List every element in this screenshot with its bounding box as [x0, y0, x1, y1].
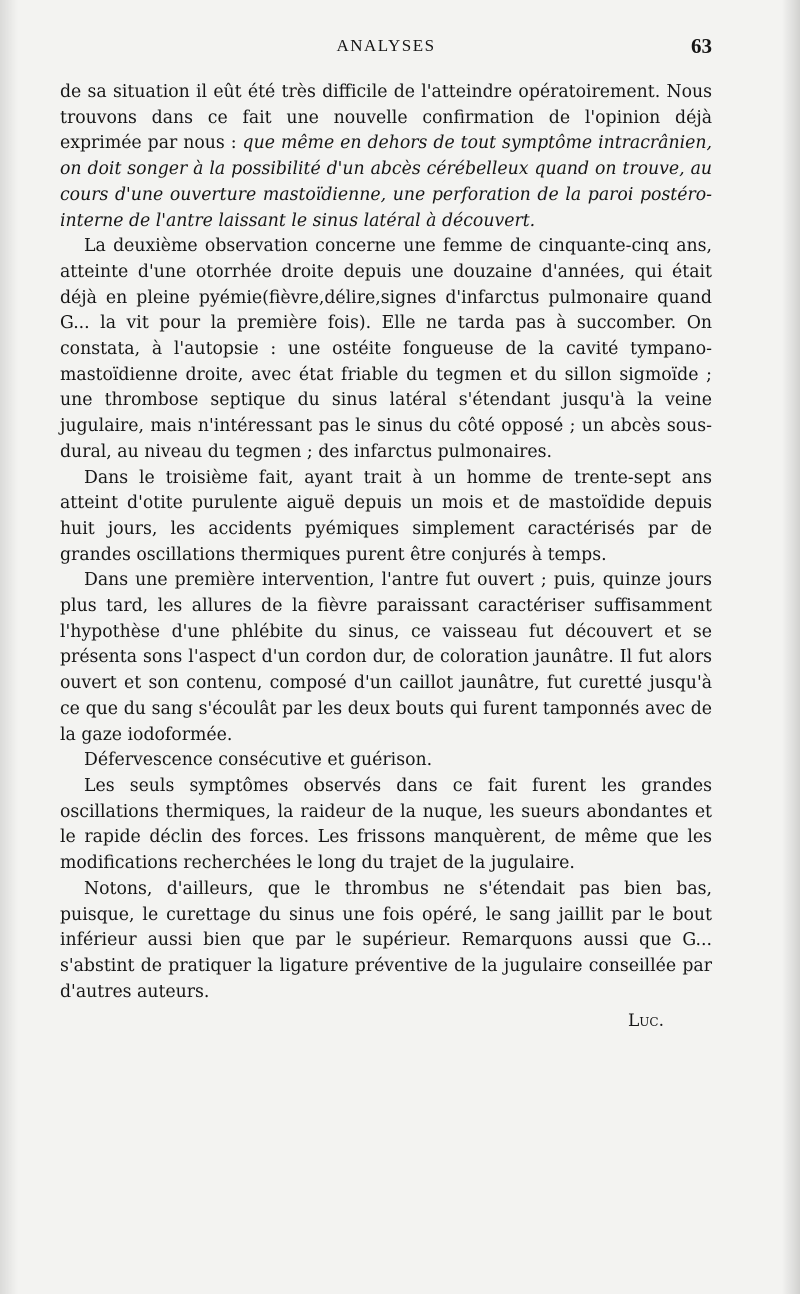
paragraph-2: La deuxième observation concerne une femme de cinquante-cinq ans, atteinte d'une otorrhée droite depuis une douzaine d'années, qui était déjà en pleine pyémie(fièvre,délire,signes d'infarctus pulmonaire quand G... la vit pour la première fois). Elle ne tarda pas à succomber. On constata, à l'autopsie : une ostéite fongueuse de la cavité tympano-mastoïdienne droite, avec état friable du tegmen et du sillon sigmoïde ; une thrombose septique du sinus latéral s'étendant jusqu'à la veine jugulaire, mais n'intéressant pas le sinus du côté opposé ; un abcès sous-dural, au niveau du tegmen ; des infarctus pulmonaires. [60, 236, 712, 462]
paragraph-7: Notons, d'ailleurs, que le thrombus ne s'étendait pas bien bas, puisque, le curettage du sinus une fois opéré, le sang jaillit par le bout inférieur aussi bien que par le supérieur. Remarquons aussi que G... s'abstint de pratiquer la ligature préventive de la jugulaire conseillée par d'autres auteurs. [60, 878, 712, 1002]
paragraph-4: Dans une première intervention, l'antre fut ouvert ; puis, quinze jours plus tard, les allures de la fièvre paraissant caractériser suffisamment l'hypothèse d'une phlébite du sinus, ce vaisseau fut découvert et se présenta sons l'aspect d'un cordon dur, de coloration jaunâtre. Il fut alors ouvert et son contenu, composé d'un caillot jaunâtre, fut curetté jusqu'à ce que du sang s'écoulât par les deux bouts qui furent tamponnés avec de la gaze iodoformée. [60, 570, 712, 745]
paragraph-6: Les seuls symptômes observés dans ce fait furent les grandes oscillations thermiques, la raideur de la nuque, les sueurs abondantes et le rapide déclin des forces. Les frissons manquèrent, de même que les modifications recherchées le long du trajet de la jugulaire. [60, 775, 712, 874]
paragraph-1 [60, 80, 712, 234]
paragraph-3: Dans le troisième fait, ayant trait à un homme de trente-sept ans atteint d'otite purulente aiguë depuis un mois et de mastoïdide depuis huit jours, les accidents pyémiques simplement caractérisés par de grandes oscillations thermiques purent être conjurés à temps. [60, 467, 712, 565]
body-text [60, 80, 712, 1035]
page-edge-shadow-left [0, 0, 18, 1294]
running-title: ANALYSES [336, 36, 436, 55]
running-header [60, 36, 712, 62]
page-edge-shadow-right [782, 0, 800, 1294]
page-number: 63 [691, 34, 712, 58]
paragraph-1-text: de sa situation il eût été très difficile de l'atteindre opératoirement. Nous trouvons dans ce fait une nouvelle confirmation de l'opinion déjà exprimée par nous : [60, 82, 712, 154]
paragraph-1-italic: que même en dehors de tout symptôme intracrânien, on doit songer à la possibilité d'un abcès cérébelleux quand on trouve, au cours d'une ouverture mastoïdienne, une perforation de la paroi postéro-interne de l'antre laissant le sinus latéral à découvert. [60, 133, 712, 231]
author-signature: Luc. [628, 1011, 664, 1032]
paragraph-5: Défervescence consécutive et guérison. [84, 750, 433, 771]
